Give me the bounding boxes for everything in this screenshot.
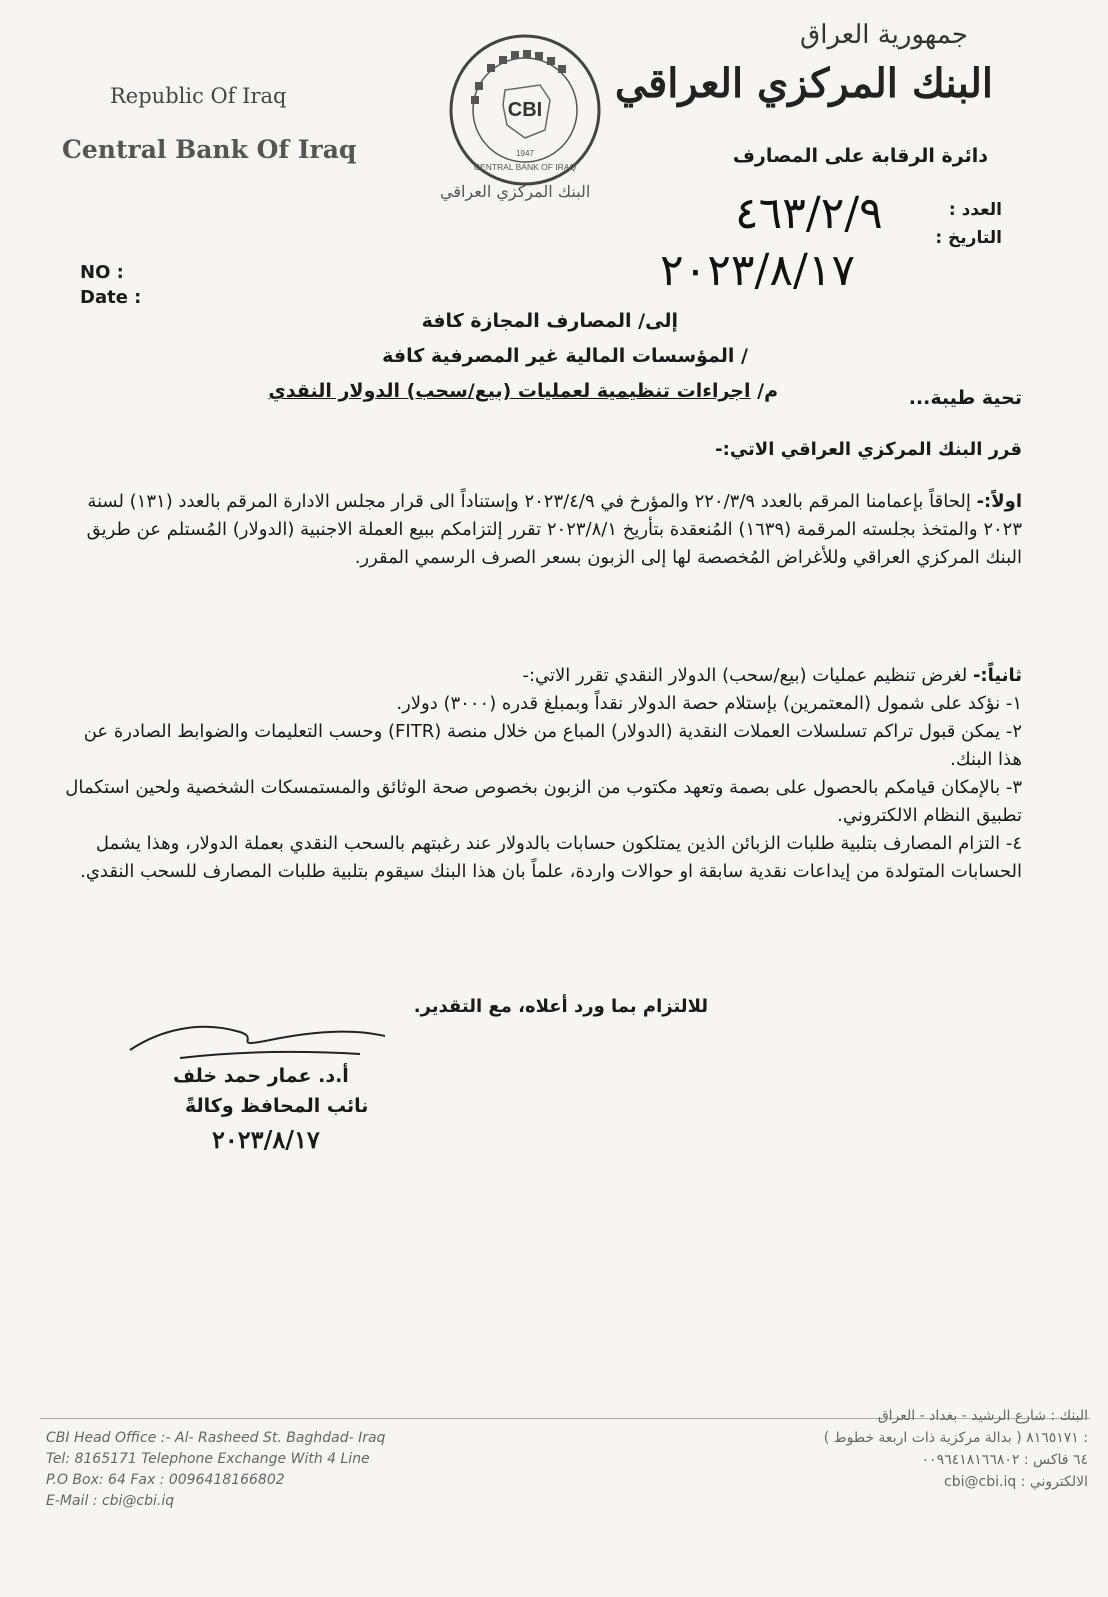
signatory-name: أ.د. عمار حمد خلف	[173, 1065, 349, 1087]
second-clause-text: لغرض تنظيم عمليات (بيع/سحب) الدولار النقدي تقرر الاتي:-	[522, 665, 968, 686]
footer-ar-line: : ٨١٦٥١٧١ ( بدالة مركزية ذات اربعة خطوط )	[823, 1430, 1088, 1446]
seal-subtitle-ar: البنك المركزي العراقي	[440, 182, 591, 201]
subject-text: اجراءات تنظيمية لعمليات (بيع/سحب) الدولار النقدي	[268, 380, 751, 402]
footer-en-line: E-Mail : cbi@cbi.iq	[46, 1493, 175, 1509]
reference-number: ٤٦٣/٢/٩	[735, 188, 883, 239]
subject-line	[268, 380, 778, 402]
cbi-seal-logo	[445, 30, 605, 190]
footer-en	[46, 1428, 385, 1512]
recipient-line-2: / المؤسسات المالية غير المصرفية كافة	[382, 345, 748, 367]
footer-ar	[824, 1405, 1088, 1493]
number-label-ar: العدد :	[948, 200, 1002, 220]
seal-ring-text: CENTRAL BANK OF IRAQ	[473, 162, 577, 172]
reference-date: ٢٠٢٣/٨/١٧	[660, 245, 856, 296]
list-item: ٣- بالإمكان قيامكم بالحصول على بصمة وتعهد مكتوب من الزبون بخصوص صحة الوثائق والمستمسكات الشخصية ولحين استكمال تطبيق النظام الالكتروني.	[65, 777, 1022, 826]
date-label-ar: التاريخ :	[935, 228, 1002, 248]
second-clause-label: ثانياً:-	[972, 665, 1022, 686]
first-clause-text: إلحاقاً بإعمامنا المرقم بالعدد ٢٢٠/٣/٩ والمؤرخ في ٢٠٢٣/٤/٩ وإستناداً الى قرار مجلس الادارة المرقم بالعدد (١٣١) لسنة ٢٠٢٣ والمتخذ بجلسته المرقمة (١٦٣٩) المُنعقدة بتأريخ ٢٠٢٣/٨/١ تقرر إلتزامكم ببيع العملة الاجنبية (الدولار) المُستلم عن طريق البنك المركزي العراقي وللأغراض المُخصصة لها إلى الزبون بسعر الصرف الرسمي المقرر.	[86, 491, 1022, 568]
recipient-line-1: إلى/ المصارف المجازة كافة	[421, 310, 678, 332]
footer-ar-line: الالكتروني : cbi@cbi.iq	[944, 1474, 1088, 1490]
greeting: تحية طيبة...	[908, 387, 1022, 409]
list-item: ١- نؤكد على شمول (المعتمرين) بإستلام حصة الدولار نقداً وبمبلغ قدره (٣٠٠٠) دولار.	[396, 693, 1022, 714]
department-name: دائرة الرقابة على المصارف	[732, 145, 988, 167]
footer-en-line: P.O Box: 64 Fax : 0096418166802	[46, 1472, 285, 1488]
footer-en-line: Tel: 8165171 Telephone Exchange With 4 Line	[46, 1451, 370, 1467]
number-label-en: NO :	[80, 262, 124, 283]
second-clause	[62, 662, 1022, 886]
seal-year: 1947	[516, 149, 534, 158]
seal-abbrev: CBI	[507, 99, 543, 121]
subject-prefix: م/	[757, 380, 778, 402]
bank-name-en: Central Bank Of Iraq	[62, 135, 357, 164]
footer-en-line: CBI Head Office :- Al- Rasheed St. Baghdad- Iraq	[46, 1430, 386, 1446]
list-item: ٢- يمكن قبول تراكم تسلسلات العملات النقدية (الدولار) المباع من خلال منصة (FITR) وحسب التعليمات والضوابط الصادرة عن هذا البنك.	[83, 721, 1022, 770]
first-clause-label: اولاً:-	[976, 491, 1022, 512]
bank-name-ar: البنك المركزي العراقي	[614, 60, 993, 107]
first-clause	[62, 488, 1022, 572]
signature-date: ٢٠٢٣/٨/١٧	[212, 1125, 320, 1154]
clause-items	[62, 690, 1022, 886]
republic-en: Republic Of Iraq	[110, 84, 287, 108]
signatory-title: نائب المحافظ وكالةً	[185, 1095, 369, 1117]
intro-paragraph: قرر البنك المركزي العراقي الاتي:-	[715, 439, 1022, 460]
footer-ar-line: البنك : شارع الرشيد - بغداد - العراق	[877, 1408, 1088, 1424]
republic-ar: جمهورية العراق	[800, 20, 968, 50]
list-item: ٤- التزام المصارف بتلبية طلبات الزبائن الذين يمتلكون حسابات بالدولار عند رغبتهم بالسحب النقدي بعملة الدولار، وهذا يشمل الحسابات المتولدة من إيداعات نقدية سابقة او حوالات واردة، علماً بان هذا البنك سيقوم بتلبية طلبات المصارف للسحب النقدي.	[80, 833, 1022, 882]
closing-line: للالتزام بما ورد أعلاه، مع التقدير.	[413, 996, 708, 1017]
footer-ar-line: ٦٤ فاكس : ٠٠٩٦٤١٨١٦٦٨٠٢	[921, 1452, 1088, 1468]
date-label-en: Date :	[80, 287, 142, 308]
